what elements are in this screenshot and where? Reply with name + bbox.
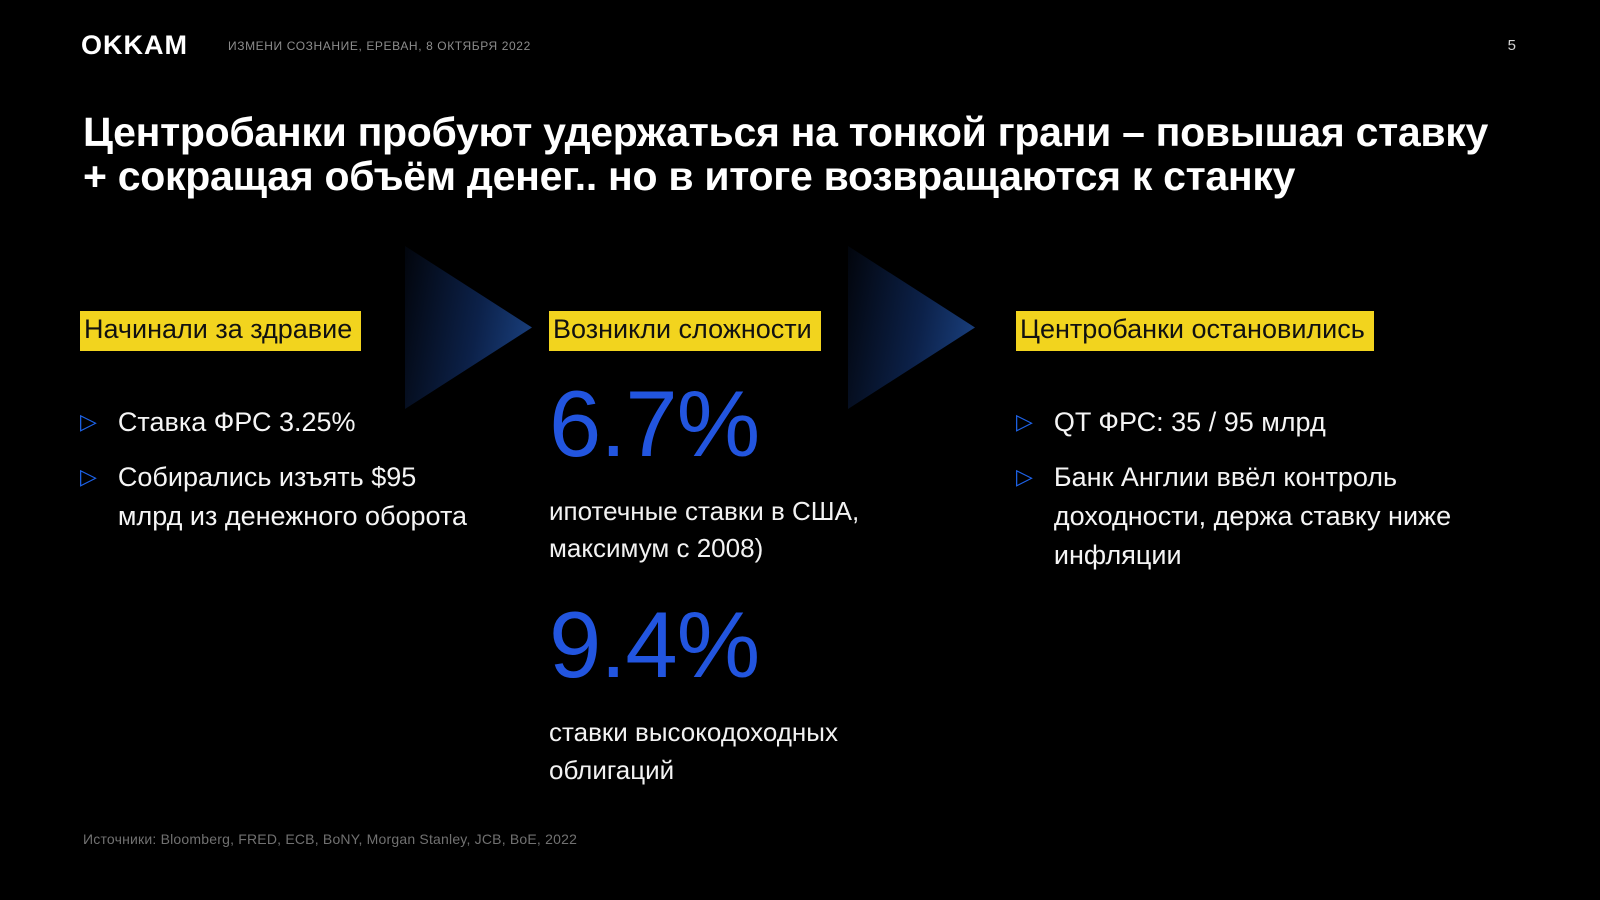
stat-value: 6.7% <box>549 370 760 476</box>
triangle-right-icon: ▷ <box>80 463 97 489</box>
stat-caption: ипотечные ставки в США, максимум с 2008) <box>549 495 860 564</box>
stat-caption: ставки высокодоходных облигаций <box>549 717 838 785</box>
triangle-right-icon: ▷ <box>1016 408 1033 434</box>
column-label: Возникли сложности <box>549 311 821 351</box>
bullet-text: Банк Англии ввёл контроль доходности, держа ставку ниже инфляции <box>1053 461 1452 571</box>
column-central-banks-stopped <box>1016 311 1456 575</box>
list-item <box>1016 458 1456 575</box>
stat-block <box>549 370 949 568</box>
bullet-list <box>1016 403 1456 576</box>
bullet-list <box>80 403 480 536</box>
bullet-text: QT ФРС: 35 / 95 млрд <box>1053 406 1326 437</box>
event-caption: ИЗМЕНИ СОЗНАНИЕ, ЕРЕВАН, 8 ОКТЯБРЯ 2022 <box>228 39 531 53</box>
column-label: Начинали за здравие <box>80 311 361 351</box>
page-number: 5 <box>1507 37 1516 54</box>
okkam-logo: OKKAM <box>81 30 188 60</box>
stat-block <box>549 592 949 789</box>
list-item <box>80 458 480 536</box>
sources-footnote: Источники: Bloomberg, FRED, ECB, BoNY, Morgan Stanley, JCB, BoE, 2022 <box>83 831 578 847</box>
column-difficulties <box>549 311 949 789</box>
bullet-text: Ставка ФРС 3.25% <box>117 406 356 437</box>
list-item <box>80 403 480 442</box>
column-started-well <box>80 311 480 536</box>
triangle-right-icon: ▷ <box>1016 463 1033 489</box>
stat-value: 9.4% <box>549 592 760 698</box>
bullet-text: Собирались изъять $95 млрд из денежного оборота <box>117 461 468 531</box>
slide-title: Центробанки пробуют удержаться на тонкой грани – повышая ставку + сокращая объём денег.. но в итоге возвращаются к станку <box>83 109 1489 200</box>
column-label: Центробанки остановились <box>1016 311 1374 351</box>
triangle-right-icon: ▷ <box>80 408 97 434</box>
list-item <box>1016 403 1456 442</box>
